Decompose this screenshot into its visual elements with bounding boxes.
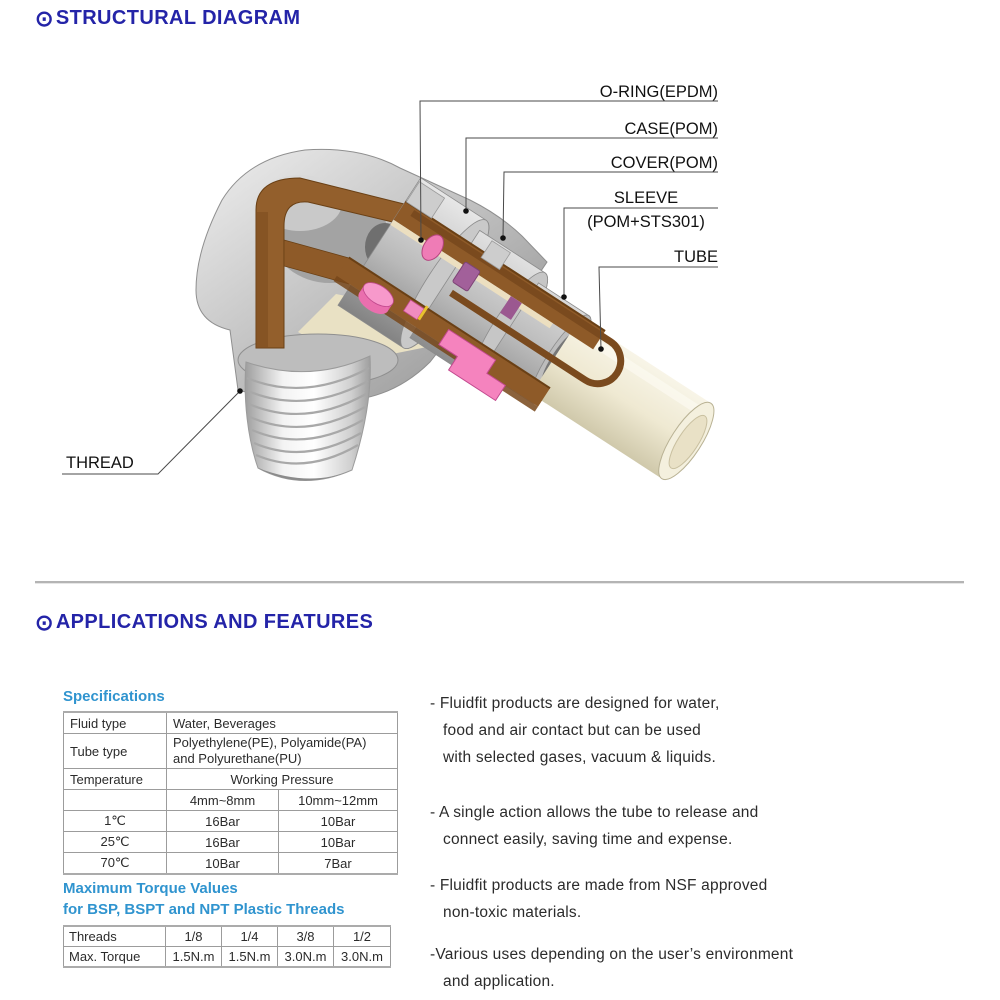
feature-line: non-toxic materials. (443, 904, 582, 921)
feature-line: -Various uses depending on the user’s environment (430, 946, 794, 963)
structural-diagram-heading (35, 7, 300, 30)
pressure-cell: 10Bar (167, 853, 279, 875)
table-row (64, 712, 398, 734)
temp-cell: 1℃ (64, 811, 167, 832)
feature-line: connect easily, saving time and expense. (443, 831, 733, 848)
pressure-cell: 7Bar (279, 853, 398, 875)
specifications-title: Specifications (63, 688, 165, 705)
fluid-type-value: Water, Beverages (167, 712, 398, 734)
label-sleeve-line1: SLEEVE (613, 189, 679, 207)
threads-header: Threads (64, 926, 166, 947)
thread-size: 3/8 (278, 926, 334, 947)
label-o-ring: O-RING(EPDM) (599, 83, 718, 101)
working-pressure-label: Working Pressure (167, 769, 398, 790)
temperature-label: Temperature (64, 769, 167, 790)
label-cover: COVER(POM) (610, 154, 718, 172)
feature-line: - Fluidfit products are designed for water, (430, 695, 720, 712)
size-header-large: 10mm~12mm (279, 790, 398, 811)
feature-item (430, 941, 950, 995)
feature-item (430, 799, 950, 853)
temp-cell: 25℃ (64, 832, 167, 853)
torque-value: 3.0N.m (278, 947, 334, 968)
table-row (64, 769, 398, 790)
torque-value: 1.5N.m (222, 947, 278, 968)
torque-table (63, 925, 391, 968)
torque-title-line1: Maximum Torque Values (63, 880, 238, 897)
table-row (64, 811, 398, 832)
feature-line: with selected gases, vacuum & liquids. (443, 749, 716, 766)
torque-value: 3.0N.m (334, 947, 391, 968)
thread-size: 1/8 (166, 926, 222, 947)
label-case: CASE(POM) (624, 120, 718, 138)
pressure-cell: 10Bar (279, 811, 398, 832)
label-thread: THREAD (66, 454, 134, 472)
empty-cell (64, 790, 167, 811)
feature-line: food and air contact but can be used (443, 722, 701, 739)
circled-dot-icon: ⊙ (35, 5, 54, 31)
feature-line: - Fluidfit products are made from NSF approved (430, 877, 768, 894)
size-header-small: 4mm~8mm (167, 790, 279, 811)
tube-type-label: Tube type (64, 734, 167, 769)
specifications-table (63, 711, 398, 875)
tube-type-value-line2: and Polyurethane(PU) (173, 751, 302, 766)
section-divider (35, 581, 964, 583)
feature-item (430, 690, 950, 771)
feature-line: - A single action allows the tube to release and (430, 804, 759, 821)
fluid-type-label: Fluid type (64, 712, 167, 734)
pressure-cell: 16Bar (167, 832, 279, 853)
pressure-cell: 10Bar (279, 832, 398, 853)
max-torque-label: Max. Torque (64, 947, 166, 968)
structural-diagram-heading-text: STRUCTURAL DIAGRAM (55, 7, 301, 29)
temp-cell: 70℃ (64, 853, 167, 875)
label-tube: TUBE (673, 248, 718, 266)
table-row (64, 734, 398, 769)
feature-item (430, 872, 950, 926)
label-sleeve-line2: (POM+STS301) (587, 213, 705, 231)
table-row (64, 853, 398, 875)
pressure-cell: 16Bar (167, 811, 279, 832)
applications-features-heading (35, 611, 373, 634)
thread-size: 1/2 (334, 926, 391, 947)
feature-line: and application. (443, 973, 555, 990)
table-row (64, 832, 398, 853)
table-row (64, 947, 391, 968)
table-row (64, 790, 398, 811)
cutaway-arm-side-face (256, 212, 268, 348)
circled-dot-icon: ⊙ (35, 609, 54, 635)
applications-features-heading-text: APPLICATIONS AND FEATURES (55, 611, 374, 633)
features-list (430, 690, 950, 995)
tube-type-value (167, 734, 398, 769)
torque-block (63, 878, 403, 968)
tube-type-value-line1: Polyethylene(PE), Polyamide(PA) (173, 735, 367, 750)
table-row (64, 926, 391, 947)
torque-value: 1.5N.m (166, 947, 222, 968)
torque-title-line2: for BSP, BSPT and NPT Plastic Threads (63, 901, 345, 918)
fitting-cutaway-diagram (30, 55, 770, 570)
thread-size: 1/4 (222, 926, 278, 947)
specifications-block (63, 686, 399, 875)
